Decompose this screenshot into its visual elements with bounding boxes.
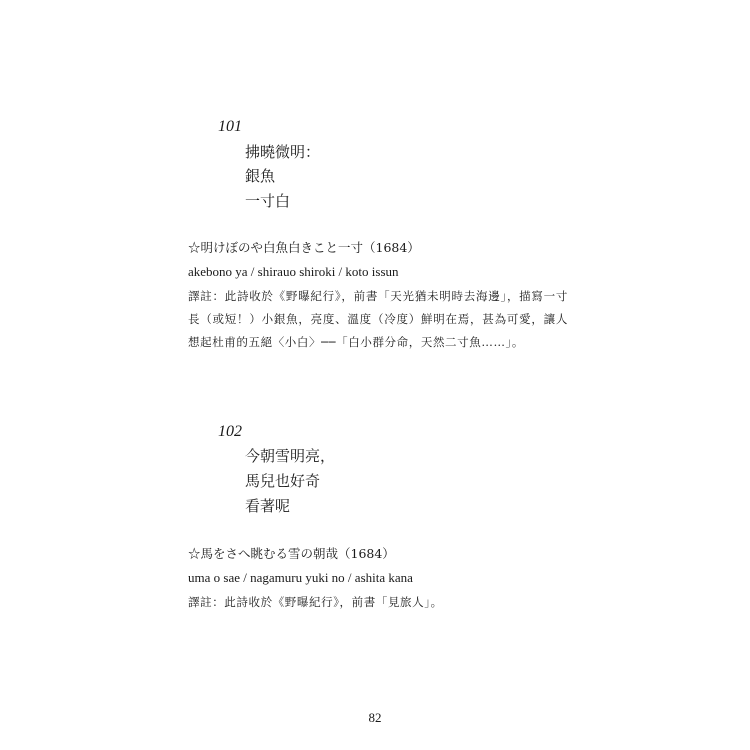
poem-line: 拂曉微明： xyxy=(245,143,321,161)
romanization: akebono ya / shirauo shiroki / koto issun xyxy=(188,264,399,279)
poem-line: 馬兒也好奇 xyxy=(245,472,321,490)
translator-note: 譯註：此詩收於《野曝紀行》，前書「見旅人」。 xyxy=(188,595,443,609)
poem-line: 今朝雪明亮， xyxy=(245,447,336,465)
romanization: uma o sae / nagamuru yuki no / ashita kana xyxy=(188,570,413,585)
entry-number: 101 xyxy=(218,118,242,135)
poem-line: 一寸白 xyxy=(245,192,291,210)
poem-line: 銀魚 xyxy=(245,167,276,185)
entry-number: 102 xyxy=(218,423,242,440)
original-haiku: ☆馬をさへ眺むる雪の朝哉（1684） xyxy=(188,546,395,561)
poem-line: 看著呢 xyxy=(245,497,291,515)
translator-note: 譯註：此詩收於《野曝紀行》，前書「天光猶未明時去海邊」，描寫一寸長（或短！）小銀魚，亮度、溫度（冷度）鮮明在焉，甚為可愛，讓人想起杜甫的五絕〈小白〉──「白小群分命，天然二寸魚……」。 xyxy=(188,289,568,349)
original-haiku: ☆明けぼのや白魚白きこと一寸（1684） xyxy=(188,240,420,255)
page-number: 82 xyxy=(368,710,382,725)
